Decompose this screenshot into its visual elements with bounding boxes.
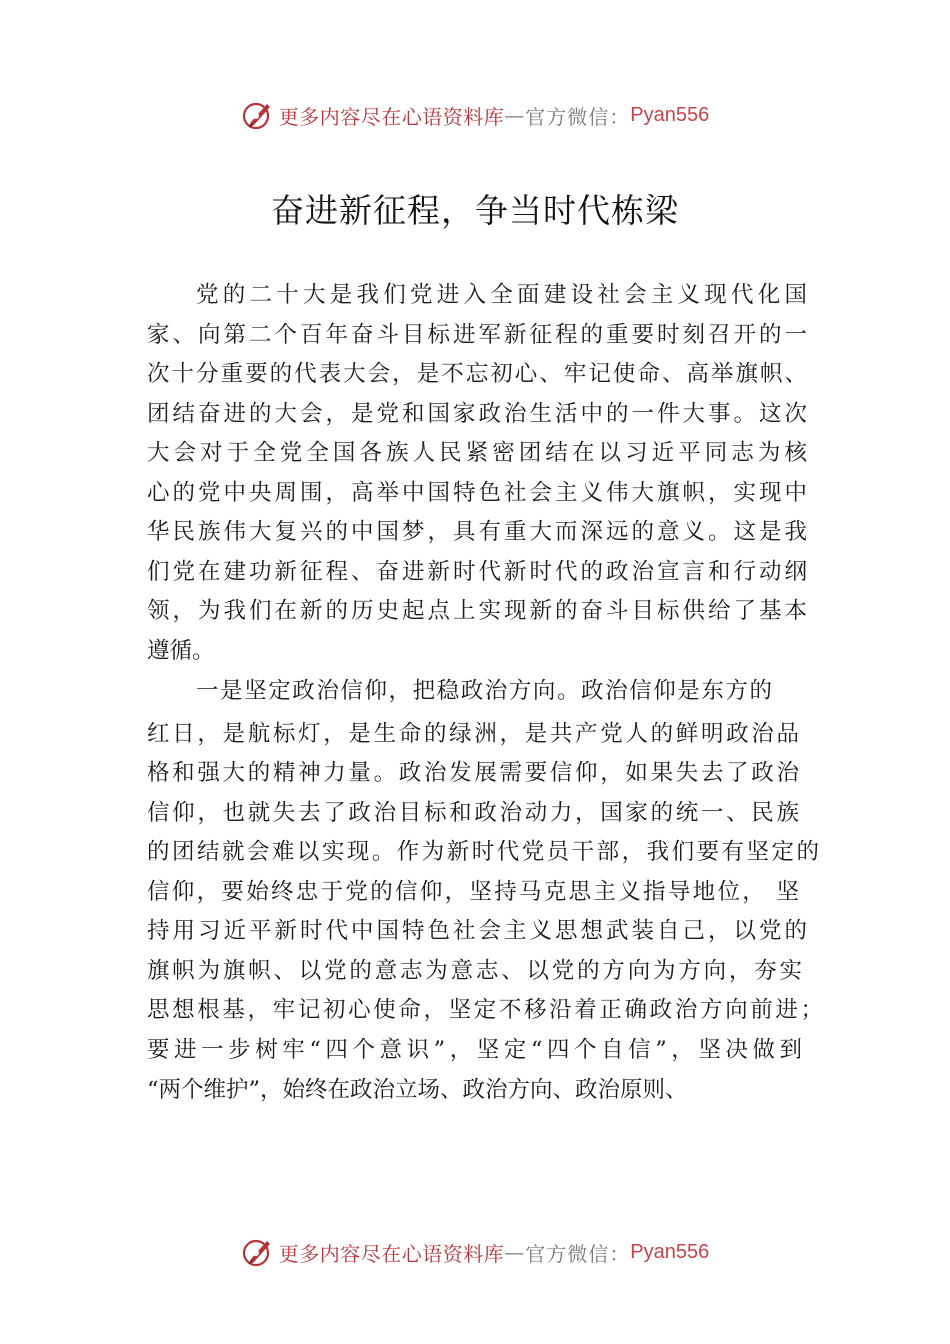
watermark-dash: —: [504, 103, 526, 127]
body-line: 旗帜为旗帜、以党的意志为意志、以党的方向为方向，夯实: [147, 958, 802, 984]
body-line: 大会对于全党全国各族人民紧密团结在以习近平同志为核: [147, 440, 807, 466]
body-line: 格和强大的精神力量。政治发展需要信仰，如果失去了政治: [147, 760, 799, 786]
pen-logo-icon: [241, 1235, 275, 1269]
body-line: 华民族伟大复兴的中国梦，具有重大而深远的意义。这是我: [147, 519, 807, 545]
body-line: 家、向第二个百年奋斗目标进军新征程的重要时刻召开的一: [147, 322, 807, 348]
body-line: 党的二十大是我们党进入全面建设社会主义现代化国: [196, 282, 807, 308]
body-line: “两个维护”，始终在政治立场、政治方向、政治原则、: [147, 1077, 688, 1103]
footer-watermark: [0, 1232, 950, 1272]
watermark-site-text: 更多内容尽在心语资料库: [278, 1241, 505, 1266]
watermark-dash: —: [504, 1240, 526, 1264]
body-line: 团结奋进的大会，是党和国家政治生活中的一件大事。这次: [147, 401, 807, 427]
watermark-wechat-label: 官方微信：: [525, 1241, 631, 1266]
header-watermark: [0, 95, 950, 135]
watermark-wechat-id: Pyan556: [630, 103, 710, 126]
body-line: 持用习近平新时代中国特色社会主义思想武装自己，以党的: [147, 918, 807, 944]
body-line: 红日，是航标灯，是生命的绿洲，是共产党人的鲜明政治品: [147, 721, 799, 747]
body-line: 的团结就会难以实现。作为新时代党员干部，我们要有坚定的: [147, 839, 819, 865]
body-line: 领，为我们在新的历史起点上实现新的奋斗目标供给了基本: [147, 598, 807, 624]
body-line: 次十分重要的代表大会，是不忘初心、牢记使命、高举旗帜、: [147, 361, 807, 387]
body-line: 心的党中央周围，高举中国特色社会主义伟大旗帜，实现中: [147, 480, 807, 506]
body-line: 要进一步树牢“四个意识”，坚定“四个自信”，坚决做到: [147, 1037, 802, 1063]
body-line: 遵循。: [147, 638, 215, 664]
body-line: 信仰，要始终忠于党的信仰，坚持马克思主义指导地位， 坚: [147, 879, 799, 905]
body-line: 们党在建功新征程、奋进新时代新时代的政治宣言和行动纲: [147, 559, 807, 585]
body-line: 一是坚定政治信仰，把稳政治方向。政治信仰是东方的: [196, 678, 772, 704]
watermark-site-text: 更多内容尽在心语资料库: [278, 104, 505, 129]
watermark-wechat-label: 官方微信：: [525, 104, 631, 129]
body-line: 信仰，也就失去了政治目标和政治动力，国家的统一、民族: [147, 800, 799, 826]
pen-logo-icon: [241, 98, 275, 132]
body-line: 思想根基，牢记初心使命，坚定不移沿着正确政治方向前进；: [147, 997, 823, 1023]
document-title: 奋进新征程，争当时代栋梁: [271, 191, 679, 230]
watermark-wechat-id: Pyan556: [630, 1240, 710, 1263]
